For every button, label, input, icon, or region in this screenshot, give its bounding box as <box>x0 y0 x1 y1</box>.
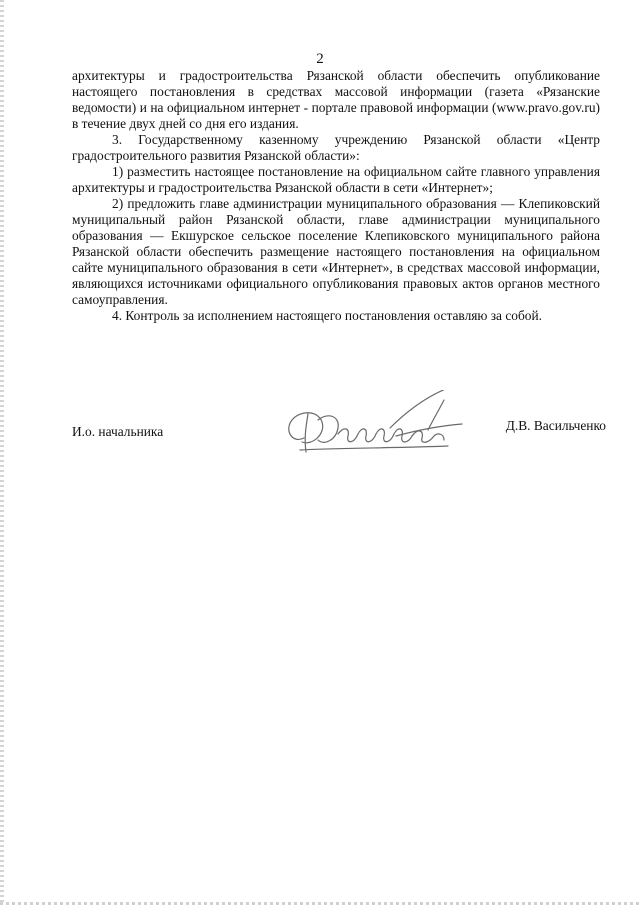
signature-block <box>0 418 640 478</box>
signatory-position: И.о. начальника <box>72 424 164 439</box>
signatory-name: Д.В. Васильченко <box>505 418 606 433</box>
paragraph-item-4: 4. Контроль за исполнением настоящего постановления оставляю за собой. <box>112 308 543 323</box>
paragraph-publication: архитектуры и градостроительства Рязанской области обеспечить опубликование настоящего постановления в средствах массовой информации (газета «Рязанские ведомости) и на официальном интернет - портале правовой информации (www.pravo.gov.ru) в течение двух дней со дня его издания. <box>72 68 600 131</box>
document-body <box>72 68 600 324</box>
paragraph-subitem-1: 1) разместить настоящее постановление на официальном сайте главного управления архитектуры и градостроительства Рязанской области в сети «Интернет»; <box>72 164 600 195</box>
paragraph-subitem-2: 2) предложить главе администрации муниципального образования — Клепиковский муниципальный район Рязанской области, главе администрации муниципального образования — Екшурское сельское поселение Клепиковского муниципального района Рязанской области обеспечить размещение настоящего постановления на официальном сайте муниципального образования в сети «Интернет», в средствах массовой информации, являющихся источниками официального опубликования правовых актов органов местного самоуправления. <box>72 196 600 307</box>
handwritten-signature <box>278 390 478 470</box>
paragraph-item-3: 3. Государственному казенному учреждению Рязанской области «Центр градостроительного развития Рязанской области»: <box>72 132 600 163</box>
page-number: 2 <box>316 51 324 67</box>
